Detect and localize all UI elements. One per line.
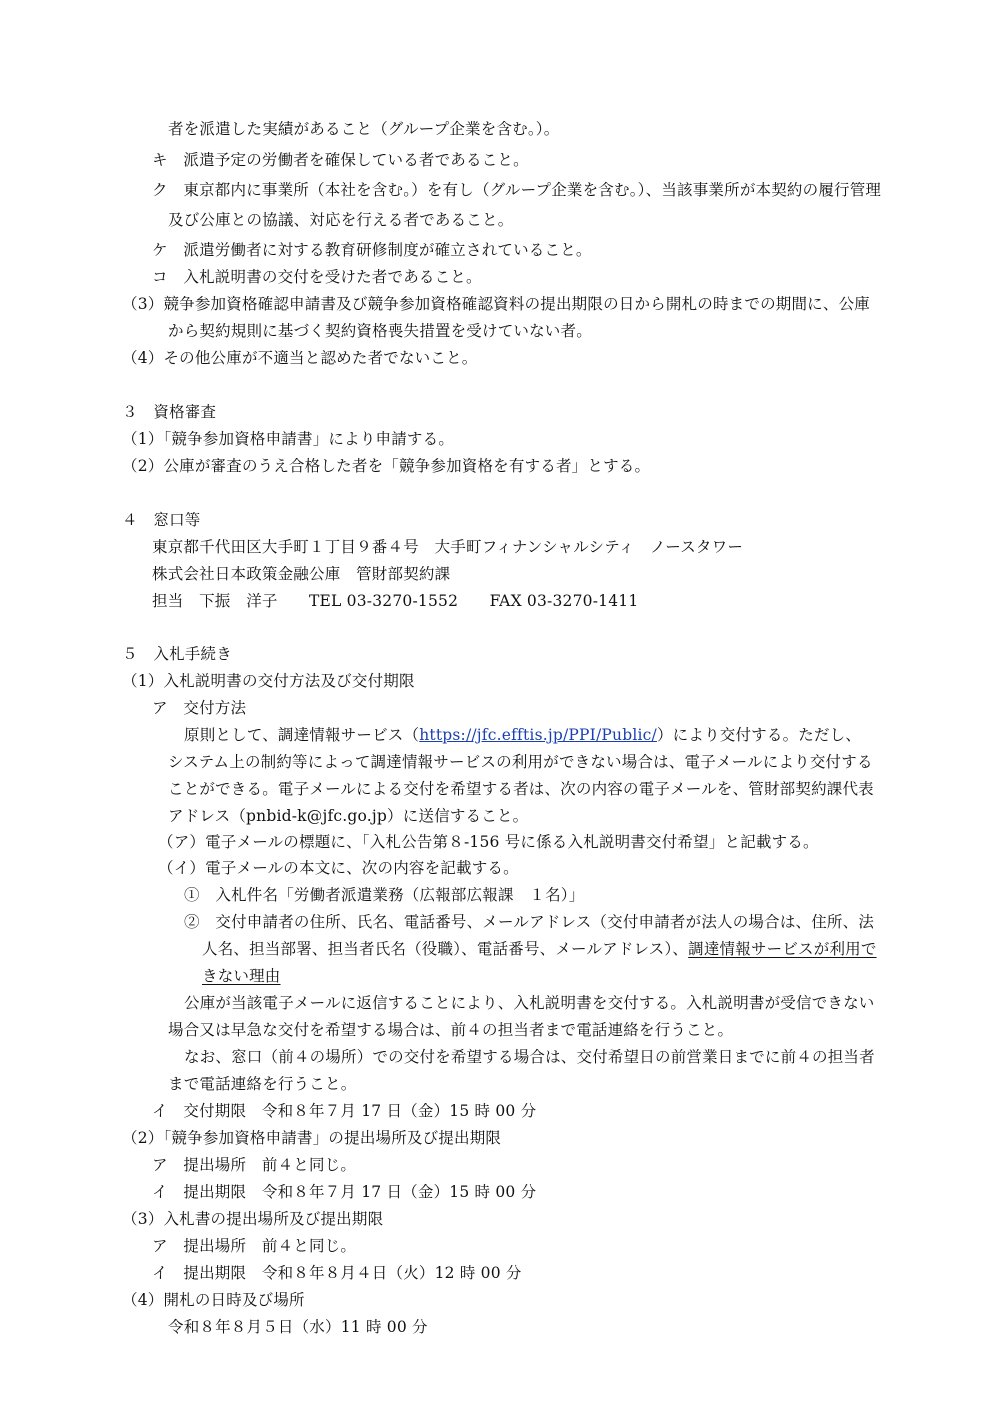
- subsection-title: （1）入札説明書の交付方法及び交付期限: [122, 672, 415, 690]
- section-title-5: ５ 入札手続き: [122, 645, 232, 663]
- subsection-title: （3）入札書の提出場所及び提出期限: [122, 1210, 384, 1228]
- underlined-text: 調達情報サービスが利用で: [688, 940, 877, 958]
- subsection-title: （2）「競争参加資格申請書」の提出場所及び提出期限: [122, 1129, 502, 1147]
- text-line: 場合又は早急な交付を希望する場合は、前４の担当者まで電話連絡を行うこと。: [168, 1021, 734, 1039]
- text-line: アドレス（pnbid-k@jfc.go.jp）に送信すること。: [168, 807, 529, 825]
- opening-date: 令和８年８月５日（水）11 時 00 分: [168, 1318, 428, 1336]
- text-segment: ）により交付する。ただし、: [656, 726, 862, 744]
- paragraph: （2）公庫が審査のうえ合格した者を「競争参加資格を有する者」とする。: [122, 457, 651, 475]
- text-segment: 人名、担当部署、担当者氏名（役職）、電話番号、メールアドレス）、: [202, 940, 689, 958]
- text-line: [184, 725, 861, 745]
- list-item-ke: ケ 派遣労働者に対する教育研修制度が確立されていること。: [152, 241, 592, 259]
- text-line: システム上の制約等によって調達情報サービスの利用ができない場合は、電子メールにより交付する: [168, 753, 873, 771]
- list-item: ア 提出場所 前４と同じ。: [152, 1156, 357, 1174]
- address: 東京都千代田区大手町１丁目９番４号 大手町フィナンシャルシティ ノースタワー: [152, 538, 744, 556]
- text-line: 公庫が当該電子メールに返信することにより、入札説明書を交付する。入札説明書が受信できない: [184, 994, 875, 1012]
- text-line: まで電話連絡を行うこと。: [168, 1075, 357, 1093]
- text-segment: 原則として、調達情報サービス（: [184, 726, 420, 744]
- section-title-4: ４ 窓口等: [122, 511, 201, 529]
- paragraph: （1）「競争参加資格申請書」により申請する。: [122, 430, 455, 448]
- text-line: なお、窓口（前４の場所）での交付を希望する場合は、交付希望日の前営業日までに前４の担当者: [184, 1048, 875, 1066]
- numbered-item-1: ① 入札件名「労働者派遣業務（広報部広報課 １名）」: [184, 886, 585, 904]
- deadline: イ 提出期限 令和８年７月 17 日（金）15 時 00 分: [152, 1183, 537, 1201]
- sub-item-i: （イ）電子メールの本文に、次の内容を記載する。: [158, 859, 519, 877]
- text-line: 及び公庫との協議、対応を行える者であること。: [168, 211, 514, 229]
- item-title: ア 交付方法: [152, 699, 247, 717]
- paragraph-4: （4）その他公庫が不適当と認めた者でないこと。: [122, 349, 478, 367]
- deadline: イ 提出期限 令和８年８月４日（火）12 時 00 分: [152, 1264, 522, 1282]
- section-title-3: ３ 資格審査: [122, 403, 217, 421]
- sub-item-a: （ア）電子メールの標題に、「入札公告第８-156 号に係る入札説明書交付希望」と記載する。: [158, 833, 819, 851]
- underlined-text: きない理由: [202, 967, 281, 985]
- list-item-ko: コ 入札説明書の交付を受けた者であること。: [152, 268, 482, 286]
- text-line: [202, 939, 877, 959]
- organization: 株式会社日本政策金融公庫 管財部契約課: [152, 565, 451, 583]
- contact-info: 担当 下振 洋子 TEL 03-3270-1552 FAX 03-3270-1411: [152, 592, 639, 610]
- list-item: ア 提出場所 前４と同じ。: [152, 1237, 357, 1255]
- text-line: から契約規則に基づく契約資格喪失措置を受けていない者。: [168, 322, 592, 340]
- procurement-service-link[interactable]: https://jfc.efftis.jp/PPI/Public/: [419, 726, 657, 744]
- list-item-ki: キ 派遣予定の労働者を確保している者であること。: [152, 151, 529, 169]
- text-line: 者を派遣した実績があること（グループ企業を含む。）。: [168, 120, 560, 138]
- text-line: ことができる。電子メールによる交付を希望する者は、次の内容の電子メールを、管財部契約課代表: [168, 780, 874, 798]
- subsection-title: （4）開札の日時及び場所: [122, 1291, 305, 1309]
- paragraph-3: （3）競争参加資格確認申請書及び競争参加資格確認資料の提出期限の日から開札の時までの期間に、公庫: [122, 295, 870, 313]
- deadline: イ 交付期限 令和８年７月 17 日（金）15 時 00 分: [152, 1102, 537, 1120]
- numbered-item-2: ② 交付申請者の住所、氏名、電話番号、メールアドレス（交付申請者が法人の場合は、住所、法: [184, 913, 875, 931]
- list-item-ku: ク 東京都内に事業所（本社を含む。）を有し（グループ企業を含む。）、当該事業所が本契約の履行管理: [152, 181, 882, 199]
